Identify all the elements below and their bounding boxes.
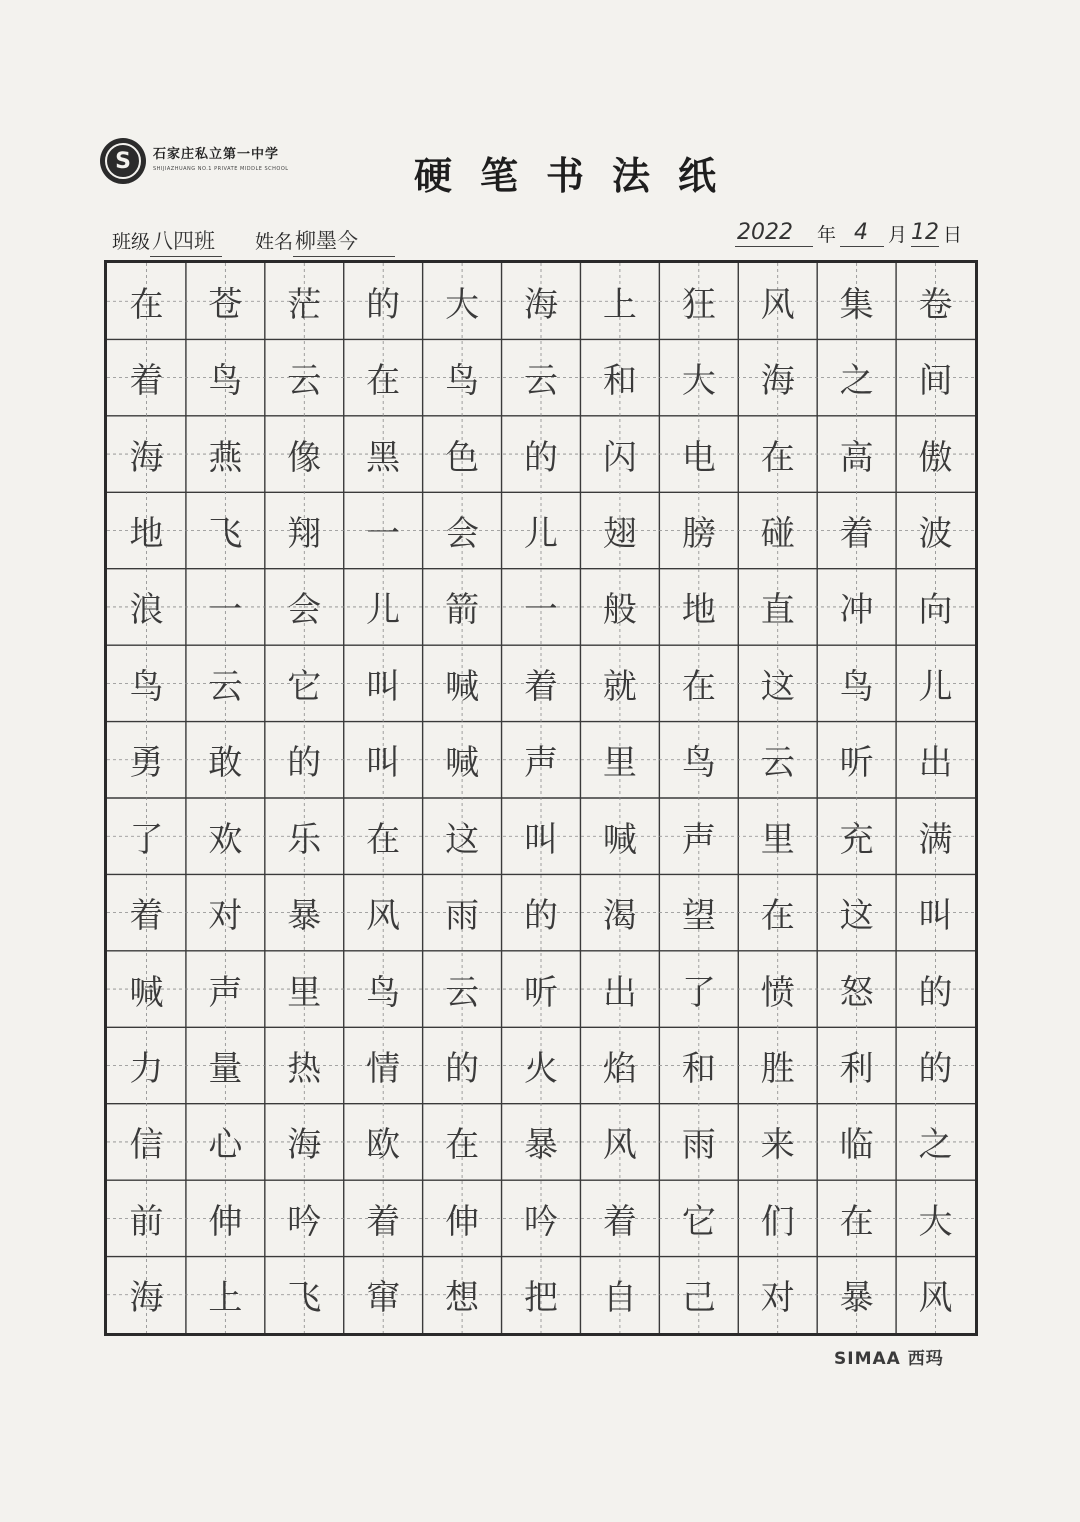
grid-cell: 在 (839, 1201, 874, 1242)
grid-cell: 热 (287, 1048, 322, 1089)
grid-column (580, 263, 659, 1333)
grid-cell: 海 (523, 284, 558, 325)
grid-column (896, 263, 975, 1333)
grid-cell: 情 (366, 1048, 401, 1089)
grid-cell: 心 (208, 1125, 243, 1166)
grid-cell: 叫 (366, 743, 401, 784)
grid-cell: 喊 (445, 666, 480, 707)
grid-cell: 想 (445, 1278, 480, 1319)
name-value: 柳墨今 (293, 225, 395, 257)
grid-column (186, 263, 265, 1333)
grid-cell: 向 (918, 590, 953, 631)
grid-cell: 充 (839, 819, 874, 860)
page-title: 硬笔书法纸 (414, 153, 745, 198)
grid-cell: 的 (366, 284, 401, 325)
grid-cell: 电 (681, 437, 716, 478)
grid-cell: 着 (602, 1201, 637, 1242)
grid-cell: 就 (602, 666, 637, 707)
grid-cell: 的 (523, 437, 558, 478)
grid-cell: 膀 (681, 513, 716, 554)
grid-cell: 苍 (208, 284, 243, 325)
grid-cell: 焰 (602, 1048, 637, 1089)
grid-cell: 这 (760, 666, 795, 707)
grid-cell: 云 (760, 743, 795, 784)
grid-cell: 己 (681, 1278, 716, 1319)
grid-cell: 的 (445, 1048, 480, 1089)
grid-column (423, 263, 502, 1333)
grid-column (738, 263, 817, 1333)
school-logo-letter: S (105, 143, 141, 179)
grid-cell: 量 (208, 1048, 243, 1089)
grid-cell: 雨 (681, 1125, 716, 1166)
grid-cell: 茫 (287, 284, 322, 325)
grid-cell: 来 (760, 1125, 795, 1166)
grid-cell: 上 (208, 1278, 243, 1319)
grid-cell: 在 (681, 666, 716, 707)
grid-cell: 闪 (602, 437, 637, 478)
grid-cell: 吟 (287, 1201, 322, 1242)
grid-cell: 翔 (287, 513, 322, 554)
grid-cell: 它 (681, 1201, 716, 1242)
grid-cell: 海 (129, 437, 164, 478)
grid-cell: 在 (760, 437, 795, 478)
grid-cell: 云 (523, 361, 558, 402)
grid-cell: 伸 (208, 1201, 243, 1242)
grid-cell: 的 (523, 896, 558, 937)
grid-cell: 欢 (208, 819, 243, 860)
grid-cell: 云 (208, 666, 243, 707)
grid-cell: 吟 (523, 1201, 558, 1242)
date-day: 12 (911, 220, 940, 245)
grid-cell: 狂 (681, 284, 716, 325)
grid-column (265, 263, 344, 1333)
grid-cell: 这 (839, 896, 874, 937)
grid-cell: 喊 (445, 743, 480, 784)
grid-cell: 风 (918, 1278, 953, 1319)
grid-cell: 的 (287, 743, 322, 784)
grid-cell: 会 (445, 513, 480, 554)
grid-cell: 对 (760, 1278, 795, 1319)
grid-cell: 傲 (918, 437, 953, 478)
grid-cell: 鸟 (839, 666, 874, 707)
grid-column (659, 263, 738, 1333)
grid-cell: 风 (602, 1125, 637, 1166)
grid-cell: 卷 (918, 284, 953, 325)
grid-cell: 着 (523, 666, 558, 707)
grid-cell: 冲 (839, 590, 874, 631)
grid-cell: 声 (523, 743, 558, 784)
grid-cell: 听 (839, 743, 874, 784)
grid-cell: 海 (287, 1125, 322, 1166)
grid-cell: 儿 (918, 666, 953, 707)
school-name: 石家庄私立第一中学 (153, 147, 280, 162)
grid-cell: 海 (760, 361, 795, 402)
grid-cell: 伸 (445, 1201, 480, 1242)
grid-cell: 喊 (129, 972, 164, 1013)
grid-cell: 鸟 (366, 972, 401, 1013)
grid-cell: 前 (129, 1201, 164, 1242)
grid-cell: 一 (208, 590, 243, 631)
month-label: 月 (888, 224, 908, 246)
grid-cell: 直 (760, 590, 795, 631)
grid-cell: 碰 (760, 513, 795, 554)
grid-cell: 波 (918, 513, 953, 554)
class-label: 班级 (112, 231, 151, 253)
grid-cell: 里 (287, 972, 322, 1013)
grid-cell: 燕 (208, 437, 243, 478)
grid-cell: 敢 (208, 743, 243, 784)
grid-cell: 叫 (918, 896, 953, 937)
grid-cell: 鸟 (208, 361, 243, 402)
grid-cell: 风 (366, 896, 401, 937)
grid-cell: 会 (287, 590, 322, 631)
grid-cell: 黑 (366, 437, 401, 478)
grid-cell: 愤 (760, 972, 795, 1013)
grid-cell: 间 (918, 361, 953, 402)
grid-cell: 火 (523, 1048, 558, 1089)
grid-cell: 雨 (445, 896, 480, 937)
name-label: 姓名 (255, 231, 294, 253)
grid-cell: 大 (445, 284, 480, 325)
grid-cell: 满 (918, 819, 953, 860)
grid-cell: 暴 (287, 896, 322, 937)
grid-cell: 之 (918, 1125, 953, 1166)
grid-cell: 里 (760, 819, 795, 860)
grid-cell: 出 (918, 743, 953, 784)
grid-cell: 喊 (602, 819, 637, 860)
grid-cell: 叫 (366, 666, 401, 707)
grid-cell: 之 (839, 361, 874, 402)
grid-cell: 集 (839, 284, 874, 325)
grid-column (502, 263, 581, 1333)
grid-cell: 云 (287, 361, 322, 402)
date-month: 4 (840, 220, 884, 247)
grid-cell: 海 (129, 1278, 164, 1319)
class-field (112, 225, 222, 257)
grid-cell: 把 (523, 1278, 558, 1319)
grid-cell: 暴 (839, 1278, 874, 1319)
grid-cell: 出 (602, 972, 637, 1013)
grid-cell: 它 (287, 666, 322, 707)
grid-cell: 云 (445, 972, 480, 1013)
grid-cell: 在 (129, 284, 164, 325)
grid-cell: 力 (129, 1048, 164, 1089)
grid-cell: 鸟 (129, 666, 164, 707)
grid-cell: 翅 (602, 513, 637, 554)
school-logo (100, 138, 146, 184)
grid-cell: 大 (918, 1201, 953, 1242)
grid-cell: 着 (129, 896, 164, 937)
grid-cell: 怒 (839, 972, 874, 1013)
grid-cell: 听 (523, 972, 558, 1013)
grid-cell: 地 (681, 590, 716, 631)
grid-cell: 声 (208, 972, 243, 1013)
grid-cell: 的 (918, 1048, 953, 1089)
grid-cell: 在 (445, 1125, 480, 1166)
grid-cell: 般 (602, 590, 637, 631)
grid-cell: 儿 (523, 513, 558, 554)
grid-cell: 望 (681, 896, 716, 937)
grid-cell: 大 (681, 361, 716, 402)
grid-cell: 勇 (129, 743, 164, 784)
brand-mark: SIMAA 西玛 (834, 1349, 944, 1369)
year-label: 年 (817, 224, 837, 246)
grid-cell: 和 (681, 1048, 716, 1089)
grid-cell: 声 (681, 819, 716, 860)
grid-cell: 对 (208, 896, 243, 937)
grid-cell: 着 (129, 361, 164, 402)
grid-cell: 箭 (445, 590, 480, 631)
grid-cell: 胜 (760, 1048, 795, 1089)
grid-cell: 儿 (366, 590, 401, 631)
day-label: 日 (943, 224, 963, 246)
grid-cell: 窜 (366, 1278, 401, 1319)
grid-column (107, 263, 186, 1333)
grid-cell: 信 (129, 1125, 164, 1166)
grid-cell: 上 (602, 284, 637, 325)
writing-grid (104, 260, 978, 1336)
grid-cell: 鸟 (681, 743, 716, 784)
grid-cell: 着 (839, 513, 874, 554)
grid-cell: 地 (129, 513, 164, 554)
grid-cell: 高 (839, 437, 874, 478)
grid-cell: 像 (287, 437, 322, 478)
grid-cell: 了 (129, 819, 164, 860)
grid-cell: 了 (681, 972, 716, 1013)
grid-cell: 和 (602, 361, 637, 402)
grid-cell: 叫 (523, 819, 558, 860)
date-year: 2022 (735, 220, 813, 247)
grid-cell: 着 (366, 1201, 401, 1242)
grid-column (817, 263, 896, 1333)
class-value: 八四班 (150, 225, 222, 257)
grid-cell: 渴 (602, 896, 637, 937)
grid-column (344, 263, 423, 1333)
grid-cell: 里 (602, 743, 637, 784)
date-field (735, 220, 966, 247)
grid-cell: 飞 (287, 1278, 322, 1319)
grid-cell: 暴 (523, 1125, 558, 1166)
grid-cell: 一 (523, 590, 558, 631)
grid-cell: 欧 (366, 1125, 401, 1166)
grid-cell: 的 (918, 972, 953, 1013)
grid-cell: 浪 (129, 590, 164, 631)
grid-cell: 这 (445, 819, 480, 860)
grid-cell: 利 (839, 1048, 874, 1089)
grid-cell: 自 (602, 1278, 637, 1319)
grid-cell: 乐 (287, 819, 322, 860)
grid-cell: 们 (760, 1201, 795, 1242)
grid-cell: 鸟 (445, 361, 480, 402)
grid-cell: 在 (366, 361, 401, 402)
school-subtitle: SHIJIAZHUANG NO.1 PRIVATE MIDDLE SCHOOL (153, 166, 289, 172)
grid-cell: 一 (366, 513, 401, 554)
grid-cell: 临 (839, 1125, 874, 1166)
name-field (255, 225, 395, 257)
grid-cell: 色 (445, 437, 480, 478)
grid-cell: 在 (760, 896, 795, 937)
grid-cell: 飞 (208, 513, 243, 554)
grid-cell: 风 (760, 284, 795, 325)
grid-cell: 在 (366, 819, 401, 860)
